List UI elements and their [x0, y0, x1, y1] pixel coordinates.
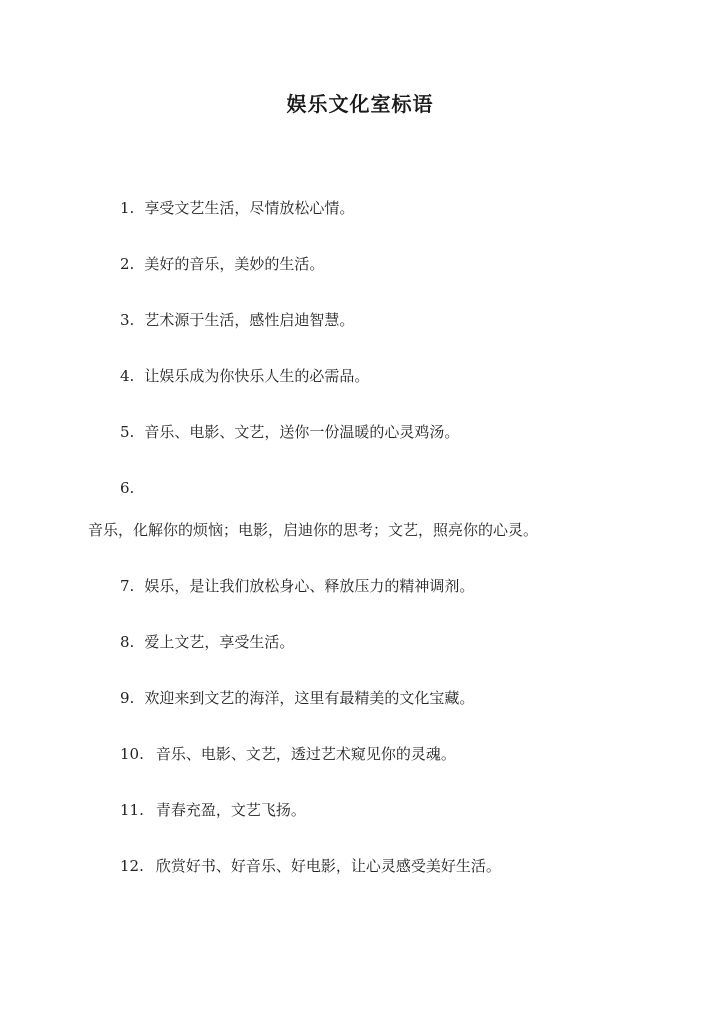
item-text: 音乐，化解你的烦恼；电影，启迪你的思考；文艺，照亮你的心灵。 [88, 521, 539, 539]
item-text: 享受文艺生活，尽情放松心情。 [144, 199, 355, 217]
list-item [120, 688, 474, 708]
list-item [120, 422, 459, 442]
item-number: 10. [120, 745, 144, 763]
item-text: 美好的音乐，美妙的生活。 [144, 255, 325, 273]
item-text: 音乐、电影、文艺，送你一份温暖的心灵鸡汤。 [144, 423, 460, 441]
item-text: 让娱乐成为你快乐人生的必需品。 [144, 367, 370, 385]
list-item [120, 856, 501, 876]
list-item [120, 310, 354, 330]
item-number: 3. [120, 311, 135, 329]
item-number: 8. [120, 633, 135, 651]
list-item [120, 632, 294, 652]
item-number: 5. [120, 423, 135, 441]
item-text: 欢迎来到文艺的海洋，这里有最精美的文化宝藏。 [144, 689, 475, 707]
item-text: 艺术源于生活，感性启迪智慧。 [144, 311, 355, 329]
item-number: 6. [120, 479, 135, 497]
list-item [120, 576, 474, 596]
item-text: 欣赏好书、好音乐、好电影，让心灵感受美好生活。 [155, 857, 501, 875]
list-item [120, 254, 324, 274]
item-number: 7. [120, 577, 135, 595]
item-number: 4. [120, 367, 135, 385]
list-item [120, 366, 369, 386]
item-text: 音乐、电影、文艺，透过艺术窥见你的灵魂。 [155, 745, 456, 763]
item-number: 1. [120, 199, 135, 217]
page-title: 娱乐文化室标语 [286, 92, 434, 116]
list-item [120, 744, 456, 764]
item-text: 爱上文艺，享受生活。 [144, 633, 295, 651]
item-text: 青春充盈，文艺飞扬。 [155, 801, 306, 819]
item-number: 9. [120, 689, 135, 707]
item-text: 娱乐，是让我们放松身心、释放压力的精神调剂。 [144, 577, 475, 595]
list-item [120, 198, 354, 218]
item-number: 11. [120, 801, 144, 819]
item-number: 2. [120, 255, 135, 273]
list-item [120, 800, 306, 820]
item-number: 12. [120, 857, 144, 875]
